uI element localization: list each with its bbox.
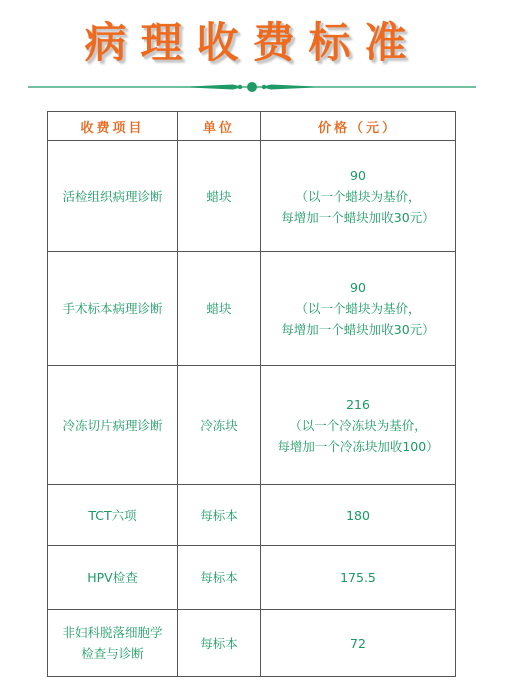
price-cell: 175.5 (261, 546, 456, 610)
price-value: 216 (346, 396, 370, 412)
item-line-2: 检查与诊断 (81, 646, 144, 661)
unit-cell: 蜡块 (178, 141, 261, 252)
item-cell: TCT六项 (48, 485, 178, 546)
header-item: 收费项目 (48, 112, 178, 141)
item-cell: 手术标本病理诊断 (48, 252, 178, 366)
unit-cell: 每标本 (178, 610, 261, 677)
header-unit: 单位 (178, 112, 261, 141)
price-note-2: 每增加一个冷冻块加收100） (277, 438, 439, 454)
price-cell: 180 (261, 485, 456, 546)
item-cell: HPV检查 (48, 546, 178, 610)
table-row (48, 546, 456, 610)
price-note-1: （以一个冷冻块为基价， (289, 417, 427, 433)
unit-cell: 冷冻块 (178, 366, 261, 485)
price-cell (261, 141, 456, 252)
page-title: 病理收费标准 (84, 18, 421, 67)
header-price: 价格（元） (261, 112, 456, 141)
table-row (48, 610, 456, 677)
price-note-2: 每增加一个蜡块加收30元） (281, 209, 435, 225)
item-line-1: 非妇科脱落细胞学 (62, 625, 163, 640)
table-row (48, 485, 456, 546)
table-row (48, 252, 456, 366)
item-cell: 冷冻切片病理诊断 (48, 366, 178, 485)
price-note-1: （以一个蜡块为基价， (295, 188, 421, 204)
price-value: 90 (350, 167, 366, 183)
table-row (48, 141, 456, 252)
title-divider (28, 80, 476, 94)
unit-cell: 蜡块 (178, 252, 261, 366)
unit-cell: 每标本 (178, 485, 261, 546)
unit-cell: 每标本 (178, 546, 261, 610)
table-header-row (48, 112, 456, 141)
price-cell (261, 252, 456, 366)
price-cell: 72 (261, 610, 456, 677)
fee-table (47, 111, 456, 677)
price-note-2: 每增加一个蜡块加收30元） (281, 322, 435, 337)
table-row (48, 366, 456, 485)
price-note-1: （以一个蜡块为基价， (295, 301, 421, 316)
item-cell (48, 610, 178, 677)
price-value: 90 (350, 280, 366, 295)
item-cell: 活检组织病理诊断 (48, 141, 178, 252)
price-cell (261, 366, 456, 485)
